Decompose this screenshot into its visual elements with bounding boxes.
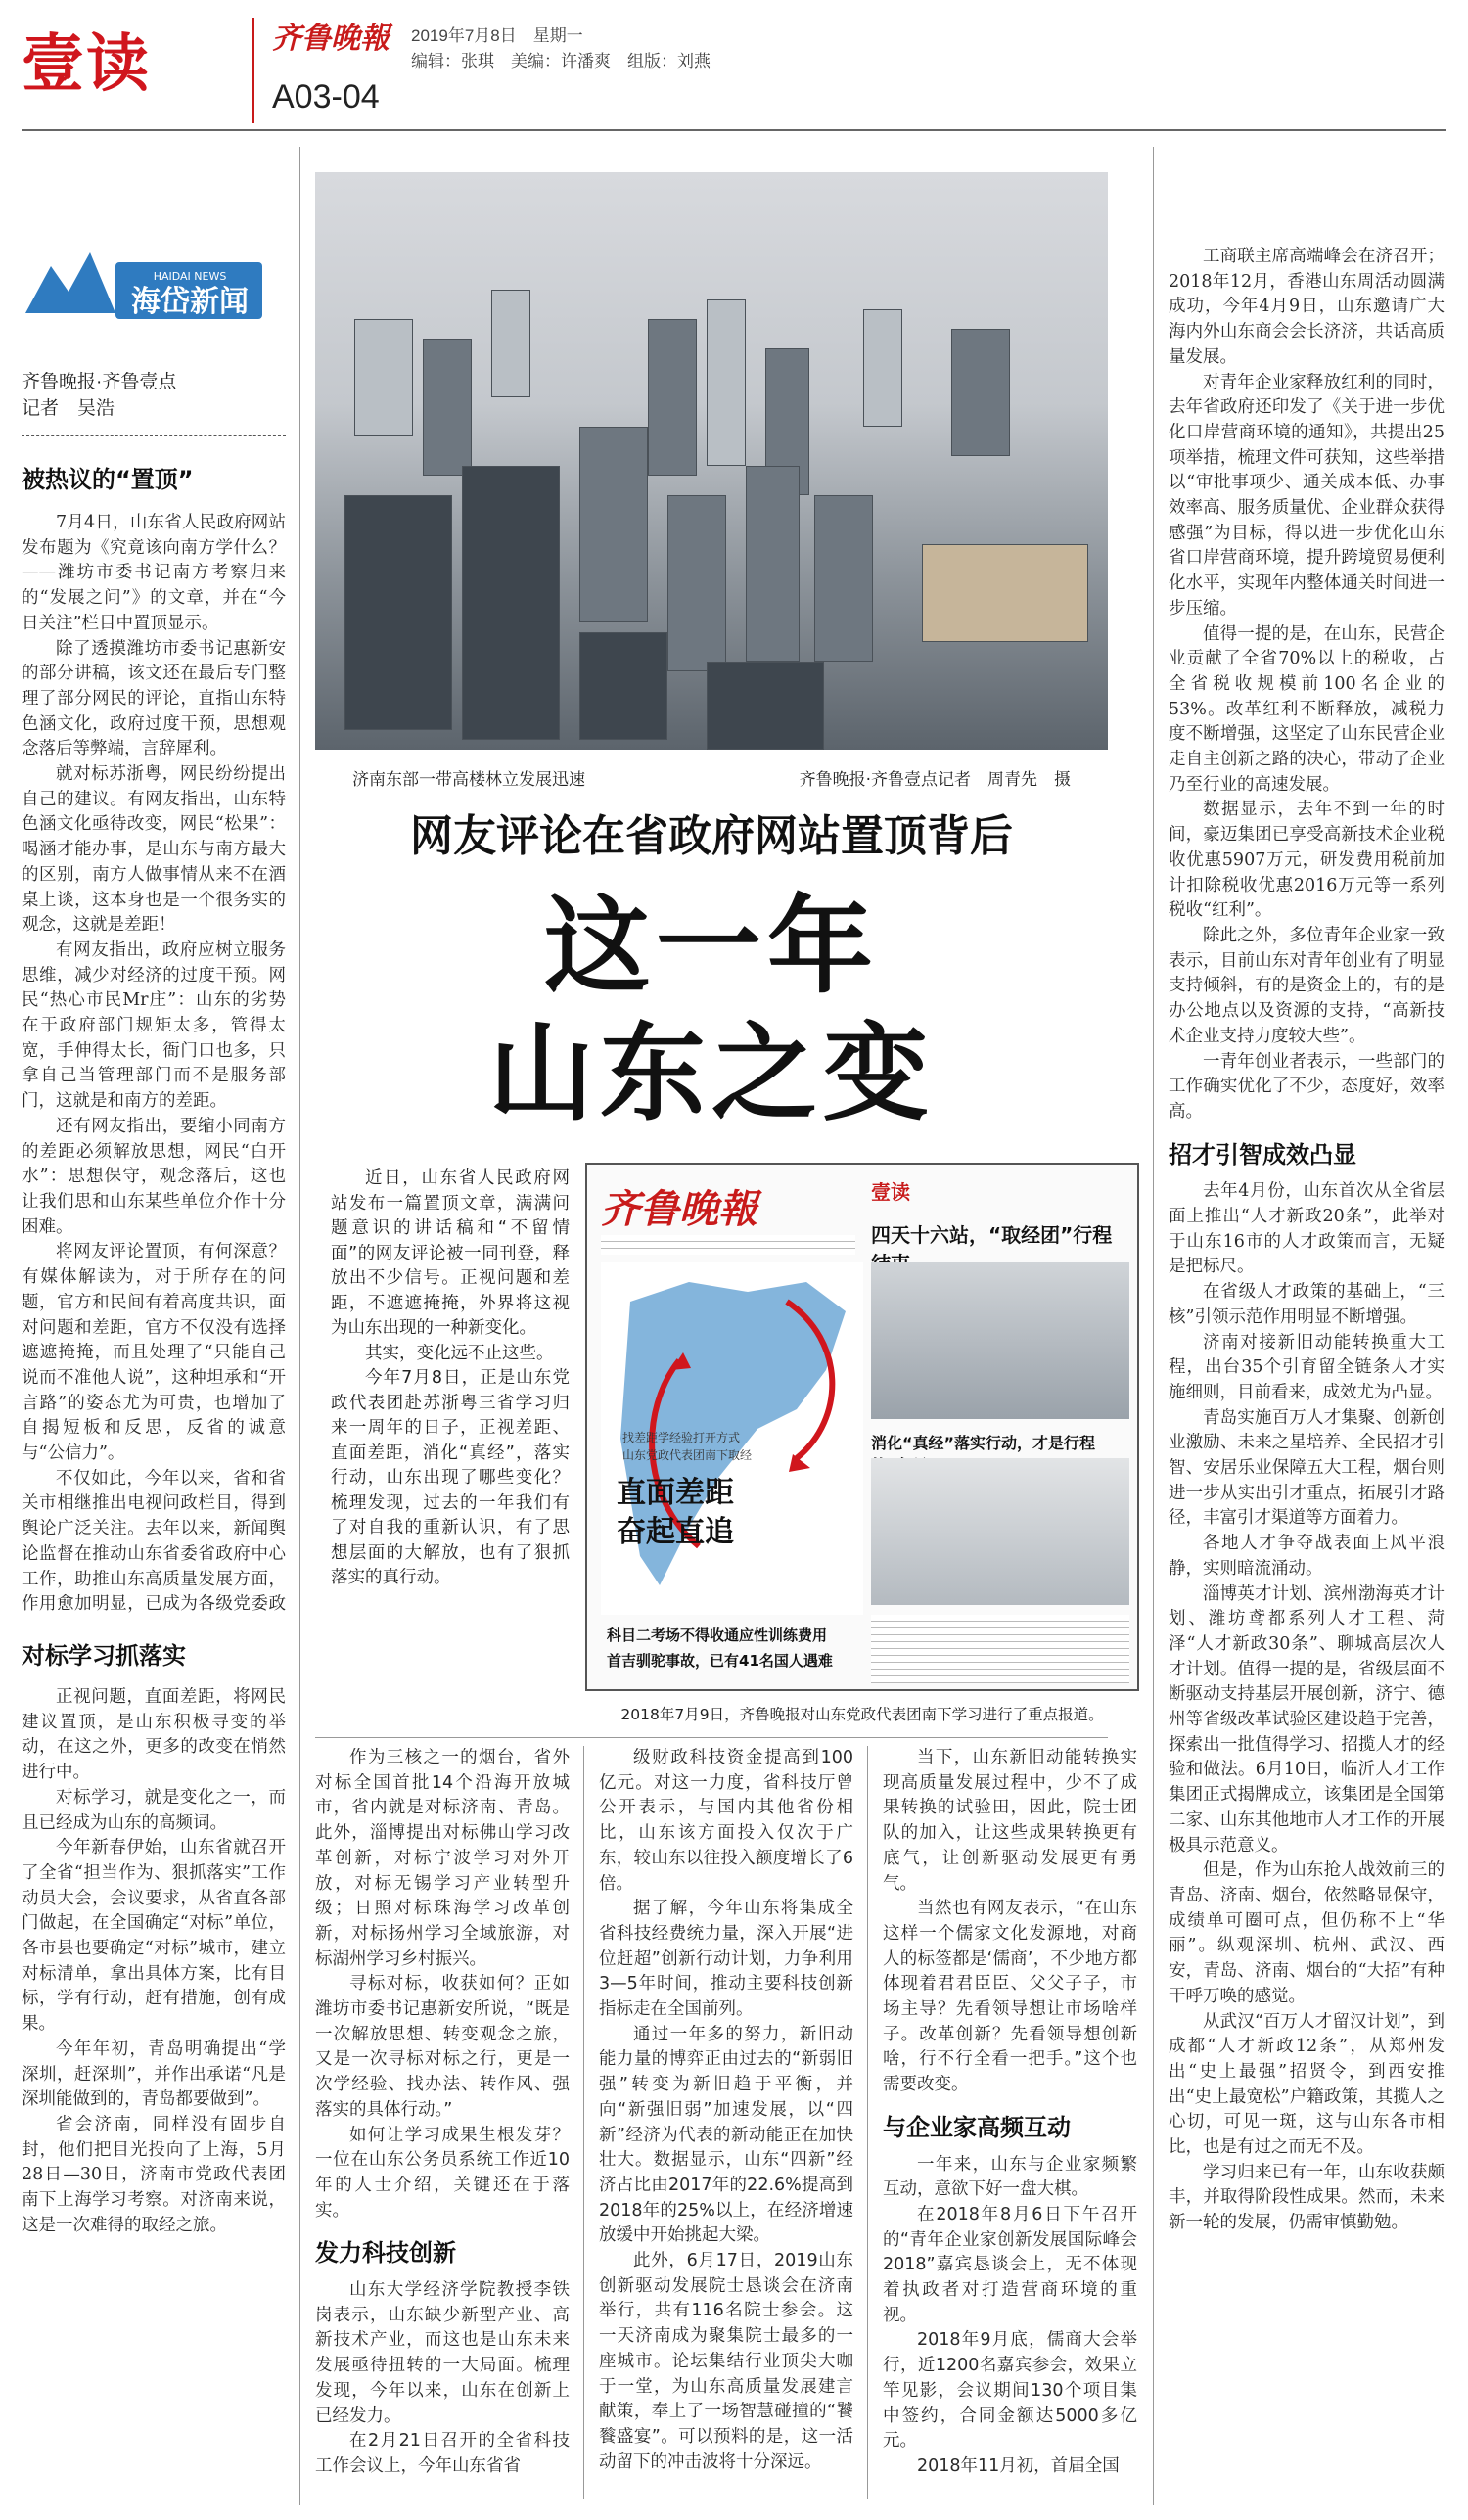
- inset-small-line1: 找差距学经验打开方式: [622, 1431, 741, 1444]
- paragraph: 今年年初，青岛明确提出“学深圳，赶深圳”，并作出承诺“凡是深圳能做到的，青岛都要做到”。: [22, 2039, 286, 2110]
- paragraph: 级财政科技资金提高到100亿元。对这一力度，省科技厅曾公开表示，与国内其他省份相比，山东该方面投入仅次于广东，较山东以往投入额度增长了6倍。: [599, 1748, 853, 1894]
- paragraph: 2018年9月底，儒商大会举行，近1200名嘉宾参会，效果立竿见影，会议期间130个项目集中签约，合同金额达5000多亿元。: [883, 2330, 1137, 2451]
- inset-newspaper: [585, 1163, 1139, 1691]
- headline-line2: 山东之变: [487, 1012, 935, 1135]
- inset-text-lines: [601, 1235, 855, 1255]
- paragraph: 从武汉“百万人才留汉计划”，到成都“人才新政12条”，从郑州发出“史上最强”招贤令，到西安推出“史上最宽松”户籍政策，其揽人之心切，可见一斑，这与山东各市相比，也是有过之而无不及。: [1169, 2011, 1445, 2158]
- byline-reporter: 记者 吴浩: [22, 398, 115, 419]
- paragraph: 正视问题，直面差距，将网民建议置顶，是山东积极寻变的举动，在这之外，更多的改变在悄然进行中。: [22, 1687, 286, 1783]
- paragraph: 去年4月份，山东首次从全省层面上推出“人才新政20条”，此举对于山东16市的人才政策而言，无疑是把标尺。: [1169, 1181, 1445, 1277]
- inset-bottom-2: 首吉驯驼事故，已有41名国人遇难: [607, 1652, 833, 1670]
- newspaper-logo: 齐鲁晚報: [272, 22, 390, 56]
- paragraph: 工商联主席高端峰会在济召开；2018年12月，香港山东周活动圆满成功，今年4月9日，山东邀请广大海内外山东商会会长济济，共话高质量发展。: [1169, 247, 1445, 367]
- paragraph: 济南对接新旧动能转换重大工程，出台35个引育留全链条人才实施细则，目前看来，成效尤为凸显。: [1169, 1332, 1445, 1402]
- paragraph: 一年来，山东与企业家频繁互动，意欲下好一盘大棋。: [883, 2154, 1137, 2200]
- paragraph: 还有网友指出，要缩小同南方的差距必须解放思想，网民“白开水”：思想保守，观念落后，这也让我们思和山东某些单位介作十分困难。: [22, 1116, 286, 1237]
- subhead-tech: 发力科技创新: [315, 2239, 456, 2268]
- paragraph: 当然也有网友表示，“在山东这样一个儒家文化发源地，对商人的标签都是‘儒商’，不少地方都体现着君君臣臣、父父子子，市场主导？先看领导想让市场啥样子。改革创新？先看领导想创新啥，行不行全看一把手。”这个也需要改变。: [883, 1899, 1137, 2095]
- inset-logo: 齐鲁晚報: [601, 1186, 757, 1232]
- headline-kicker: 网友评论在省政府网站置顶背后: [410, 811, 1013, 861]
- paragraph: 除了透摸潍坊市委书记惠新安的部分讲稿，该文还在最后专门整理了部分网民的评论，直指山东特色涵文化，政府过度干预，思想观念落后等弊端，言辞犀利。: [22, 638, 286, 759]
- paragraph: 近日，山东省人民政府网站发布一篇置顶文章，满满问题意识的讲话稿和“不留情面”的网友评论被一同刊登，释放出不少信号。正视问题和差距，不遮遮掩掩，外界将这视为山东出现的一种新变化。: [331, 1168, 570, 1338]
- inset-headline-2: 奋起直追: [617, 1515, 734, 1549]
- column-rule: [299, 147, 300, 2505]
- paragraph: 对青年企业家释放红利的同时，去年省政府还印发了《关于进一步优化口岸营商环境的通知》，共提出25项举措，梳理文件可获知，这些举措以“审批事项少、通关成本低、办事效率高、服务质量优、企业群众获得感强”为目标，得以进一步优化山东省口岸营商环境，提升跨境贸易便利化水平，实现年内整体通关时间进一步压缩。: [1169, 372, 1445, 619]
- masthead-rule: [22, 129, 1446, 131]
- paragraph: 有网友指出，政府应树立服务思维，减少对经济的过度干预。网民“热心市民Mr庄”：山东的劣势在于政府部门规矩太多，管得太宽，手伸得太长，衙门口也多，只拿自己当管理部门而不是服务部门，这就是和南方的差距。: [22, 939, 286, 1112]
- paragraph: 当下，山东新旧动能转换实现高质量发展过程中，少不了成果转换的试验田，因此，院士团队的加入，让这些成果转换更有底气，让创新驱动发展更有勇气。: [883, 1748, 1137, 1894]
- col-b-text: [315, 1746, 570, 2509]
- paragraph: 山东大学经济学院教授李铁岗表示，山东缺少新型产业、高新技术产业，而这也是山东未来发展亟待扭转的一大局面。梳理发现，今年以来，山东在创新上已经发力。: [315, 2280, 570, 2426]
- byline-source: 齐鲁晚报·齐鲁壹点: [22, 372, 177, 392]
- inset-title-right2: 消化“真经”落实行动，才是行程: [871, 1434, 1096, 1452]
- paragraph: 其实，变化远不止这些。: [365, 1343, 554, 1363]
- column-rule: [1153, 147, 1154, 2505]
- col-d-text: [883, 1746, 1137, 2509]
- inset-tag: 壹读: [871, 1180, 910, 1204]
- byline-rule: [22, 435, 286, 436]
- paragraph: 不仅如此，今年以来，省和省关市相继推出电视问政栏目，得到舆论广泛关注。去年以来，新闻舆论监督在推动山东省委省政府中心工作，助推山东高质量发展方面，作用愈加明显，已成为各级党委政: [22, 1468, 286, 1615]
- section-title: 壹读: [22, 28, 151, 101]
- paragraph: 今年7月8日，正是山东党政代表团赴苏浙粤三省学习归来一周年的日子，正视差距、直面差距，消化“真经”，落实行动，山东出现了哪些变化？梳理发现，过去的一年我们有了对自我的重新认识，有了思想层面的大解放，也有了狠抓落实的真行动。: [331, 1368, 570, 1587]
- paragraph: 2018年11月初，首届全国: [917, 2455, 1120, 2476]
- paragraph: 将网友评论置顶，有何深意？有媒体解读为，对于所存在的问题，官方和民间有着高度共识，面对问题和差距，官方不仅没有选择遮遮掩掩，而且处理了“只能自己说而不准他人说”，这种坦承和“开言路”的姿态尤为可贵，也增加了自揭短板和反思，反省的诚意与“公信力”。: [22, 1242, 286, 1464]
- logo-en: HAIDAI NEWS: [153, 270, 227, 283]
- inset-caption: 2018年7月9日，齐鲁晚报对山东党政代表团南下学习进行了重点报道。: [620, 1706, 1104, 1723]
- editors-line: 编辑：张琪 美编：许潘爽 组版：刘燕: [411, 52, 711, 70]
- logo-cn: 海岱新闻: [131, 285, 249, 319]
- paragraph: 作为三核之一的烟台，省外对标全国首批14个沿海开放城市，省内就是对标济南、青岛。此外，淄博提出对标佛山学习改革创新，对标宁波学习对外开放，对标无锡学习产业转型升级；日照对标珠海学习改革创新，对标扬州学习全域旅游，对标湖州学习乡村振兴。: [315, 1748, 570, 1969]
- date-line: 2019年7月8日 星期一: [411, 26, 583, 45]
- inset-small-line2: 山东党政代表团南下取经: [622, 1448, 753, 1462]
- paragraph: 如何让学习成果生根发芽？一位在山东公务员系统工作近10年的人士介绍，关键还在于落实。: [315, 2125, 570, 2221]
- col-e-text: [1169, 245, 1445, 2505]
- inset-headline-1: 直面差距: [617, 1476, 734, 1510]
- subhead-talent: 招才引智成效凸显: [1169, 1140, 1356, 1168]
- col-c-text: [599, 1746, 853, 2509]
- paragraph: 但是，作为山东抢人战效前三的青岛、济南、烟台，依然略显保守，成绩单可圈可点，但仍称不上“华丽”。纵观深圳、杭州、武汉、西安，青岛、济南、烟台的“大招”有种干呼万唤的感觉。: [1169, 1860, 1445, 2006]
- inset-photo: [871, 1458, 1129, 1605]
- subhead-enterprise: 与企业家高频互动: [883, 2113, 1071, 2141]
- subhead-benchmark: 对标学习抓落实: [22, 1642, 186, 1670]
- section-rule: [315, 1737, 1108, 1738]
- paragraph: 据了解，今年山东将集成全省科技经费统力量，深入开展“进位赶超”创新行动计划，力争利用3—5年时间，推动主要科技创新指标走在全国前列。: [599, 1899, 853, 2020]
- subhead-hot-topic: 被热议的“置顶”: [22, 466, 194, 493]
- paragraph: 今年新春伊始，山东省就召开了全省“担当作为、狠抓落实”工作动员大会，会议要求，从省直各部门做起，在全国确定“对标”单位，各市县也要确定“对标”城市，建立对标清单，拿出具体方案，比有目标，学有行动，赶有措施，创有成果。: [22, 1838, 286, 2035]
- inset-photo: [871, 1262, 1129, 1419]
- photo-credit: 齐鲁晚报·齐鲁壹点记者 周青先 摄: [799, 770, 1071, 790]
- city-photo: [315, 172, 1108, 750]
- paragraph: 在2月21日召开的全省科技工作会议上，今年山东省省: [315, 2431, 570, 2476]
- column-rule: [867, 1746, 868, 2499]
- paragraph: 学习归来已有一年，山东收获颇丰，并取得阶段性成果。然而，未来新一轮的发展，仍需审慎勤勉。: [1169, 2162, 1445, 2233]
- paragraph: 对标学习，就是变化之一，而且已经成为山东的高频词。: [22, 1787, 286, 1833]
- paragraph: 各地人才争夺战表面上风平浪静，实则暗流涌动。: [1169, 1534, 1445, 1579]
- col1-text-b: [22, 1685, 286, 2502]
- paragraph: 在省级人才政策的基础上，“三核”引领示范作用明显不断增强。: [1169, 1282, 1445, 1327]
- col1-text-a: [22, 511, 286, 1617]
- paragraph: 值得一提的是，在山东，民营企业贡献了全省70%以上的税收，占全省税收规模前100名企业的53%。改革红利不断释放，减税力度不断增强，这坚定了山东民营企业走自主创新之路的决心，带动了企业乃至行业的高速发展。: [1169, 623, 1445, 795]
- paragraph: 省会济南，同样没有固步自封，他们把目光投向了上海，5月28日—30日，济南市党政代表团南下上海学习考察。对济南来说，这是一次难得的取经之旅。: [22, 2114, 286, 2235]
- inset-title-right: 四天十六站，“取经团”行程: [871, 1219, 1129, 1282]
- paragraph: 青岛实施百万人才集聚、创新创业激励、未来之星培养、全民招才引智、安居乐业保障五大工程，烟台则进一步从实出引才重点，拓展引才路径，丰富引才渠道等方面着力。: [1169, 1407, 1445, 1529]
- column-rule: [583, 1746, 584, 2499]
- paragraph: 7月4日，山东省人民政府网站发布题为《究竟该向南方学什么？——潍坊市委书记南方考察归来的“发展之问”》的文章，并在“今日关注”栏目中置顶显示。: [22, 513, 286, 633]
- paragraph: 除此之外，多位青年企业家一致表示，目前山东对青年创业有了明显支持倾斜，有的是资金上的，有的是办公地点以及资源的支持，“高新技术企业支持力度较大些”。: [1169, 925, 1445, 1046]
- paragraph: 在2018年8月6日下午召开的“青年企业家创新发展国际峰会2018”嘉宾恳谈会上，无不体现着执政者对打造营商环境的重视。: [883, 2204, 1137, 2325]
- haidai-news-logo: [22, 245, 264, 335]
- page-code: A03-04: [272, 78, 380, 115]
- headline-line1: 这一年: [543, 885, 879, 1008]
- inset-text-lines: [871, 1615, 1129, 1683]
- masthead-divider: [252, 18, 254, 123]
- paragraph: 数据显示，去年不到一年的时间，豪迈集团已享受高新技术企业税收优惠5907万元，研发费用税前加计扣除税收优惠2016万元等一系列税收“红利”。: [1169, 800, 1445, 921]
- inset-bottom-1: 科目二考场不得收通应性训练费用: [607, 1627, 828, 1644]
- paragraph: 一青年创业者表示，一些部门的工作确实优化了不少，态度好，效率高。: [1169, 1051, 1445, 1122]
- paragraph: 淄博英才计划、滨州渤海英才计划、潍坊鸢都系列人才工程、菏泽“人才新政30条”、聊城高层次人才计划。值得一提的是，省级层面不断驱动支持基层开展创新，济宁、德州等省级改革试验区建设趋于完善，探索出一批值得学习、招揽人才的经验和做法。6月10日，临沂人才工作集团正式揭牌成立，该集团是全国第二家、山东其他地市人才工作的开展极具示范意义。: [1169, 1583, 1445, 1856]
- paragraph: 寻标对标，收获如何？正如潍坊市委书记惠新安所说，“既是一次解放思想、转变观念之旅，又是一次寻标对标之行，更是一次学经验、找办法、转作风、强落实的具体行动。”: [315, 1974, 570, 2120]
- paragraph: 就对标苏浙粤，网民纷纷提出自己的建议。有网友指出，山东特色涵文化亟待改变，网民“松果”：喝涵才能办事，是山东与南方最大的区别，南方人做事情从来不在酒桌上谈，这本身也是一个很务实的观念，这就是差距！: [22, 764, 286, 936]
- intro-text: [331, 1167, 570, 1591]
- paragraph: 此外，6月17日，2019山东创新驱动发展院士恳谈会在济南举行，共有116名院士参会。这一天济南成为聚集院士最多的一座城市。论坛集结行业顶尖大咖于一堂，为山东高质量发展建言献策，奉上了一场智慧碰撞的“饕餮盛宴”。可以预料的是，这一活动留下的冲击波将十分深远。: [599, 2251, 853, 2472]
- photo-caption: 济南东部一带高楼林立发展迅速: [352, 770, 585, 790]
- paragraph: 通过一年多的努力，新旧动能力量的博弈正由过去的“新弱旧强”转变为新旧趋于平衡，并向“新强旧弱”加速发展，以“四新”经济为代表的新动能正在加快壮大。数据显示，山东“四新”经济占比由2017年的22.6%提高到2018年的25%以上，在经济增速放缓中开始挑起大梁。: [599, 2024, 853, 2246]
